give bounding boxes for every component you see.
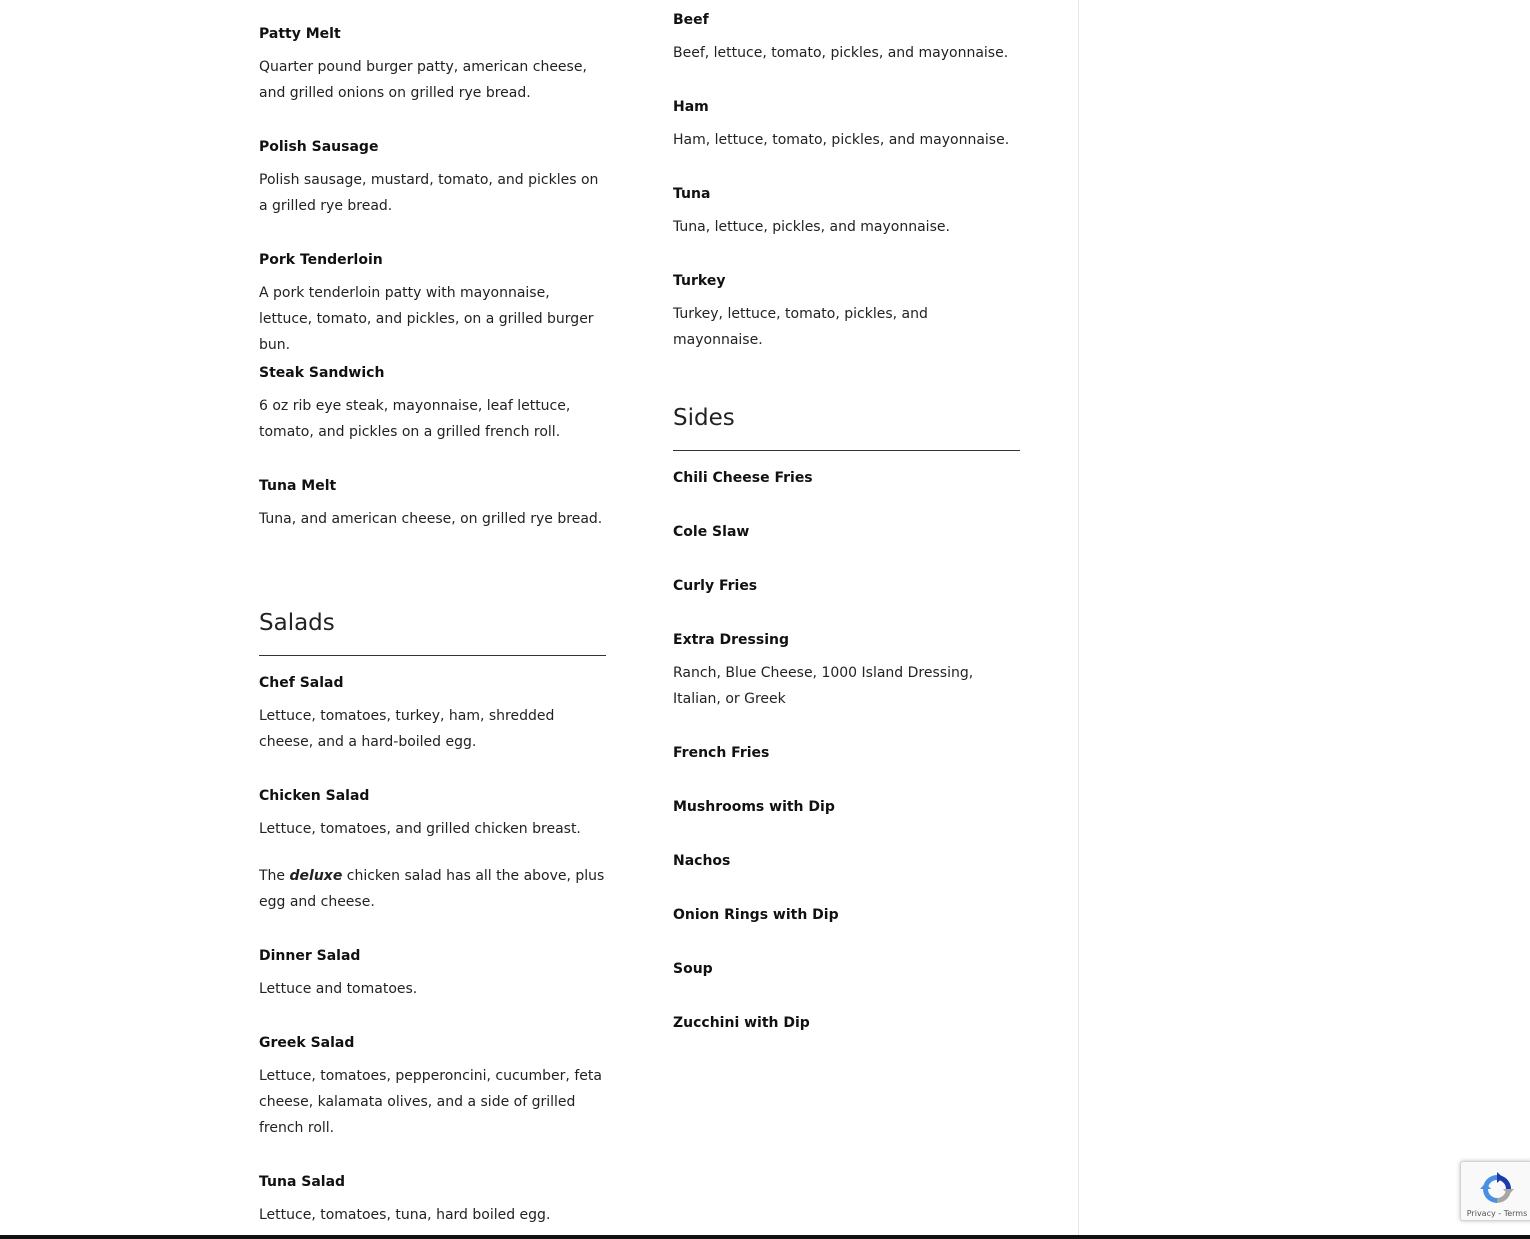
menu-item-title: Mushrooms with Dip bbox=[673, 799, 835, 815]
menu-item-title: Steak Sandwich bbox=[259, 365, 385, 381]
menu-item-description: 6 oz rib eye steak, mayonnaise, leaf lettuce, tomato, and pickles on a grilled french roll. bbox=[259, 398, 571, 440]
menu-item-description: Turkey, lettuce, tomato, pickles, and mayonnaise. bbox=[673, 306, 928, 348]
recaptcha-logo-icon bbox=[1480, 1172, 1514, 1206]
menu-item-title: Turkey bbox=[673, 273, 726, 289]
menu-item-description: Lettuce, tomatoes, tuna, hard boiled egg. bbox=[259, 1207, 551, 1223]
menu-item-description: Quarter pound burger patty, american cheese, and grilled onions on grilled rye bread. bbox=[259, 59, 587, 101]
menu-item-description: Lettuce, tomatoes, pepperoncini, cucumber, feta cheese, kalamata olives, and a side of grilled french roll. bbox=[259, 1068, 602, 1136]
section-divider bbox=[259, 655, 606, 656]
menu-item-title: Polish Sausage bbox=[259, 139, 379, 155]
menu-item-title: Chicken Salad bbox=[259, 788, 370, 804]
menu-item-title: Tuna bbox=[673, 186, 711, 202]
section-divider bbox=[673, 450, 1020, 451]
menu-item-title: Chef Salad bbox=[259, 675, 344, 691]
menu-item-description: Lettuce, tomatoes, and grilled chicken breast. bbox=[259, 821, 581, 837]
menu-item-title: Patty Melt bbox=[259, 26, 341, 42]
menu-item-title: Nachos bbox=[673, 853, 731, 869]
recaptcha-privacy-terms-links[interactable]: Privacy - Terms bbox=[1466, 1209, 1528, 1218]
note-emphasis: deluxe bbox=[289, 868, 343, 884]
menu-item-description: Lettuce, tomatoes, turkey, ham, shredded cheese, and a hard-boiled egg. bbox=[259, 708, 555, 750]
menu-item-title: Onion Rings with Dip bbox=[673, 907, 839, 923]
menu-item-title: Ham bbox=[673, 99, 709, 115]
menu-item-description: Ranch, Blue Cheese, 1000 Island Dressing, Italian, or Greek bbox=[673, 665, 974, 707]
section-heading-sides: Sides bbox=[673, 405, 735, 431]
menu-item-description: Lettuce and tomatoes. bbox=[259, 981, 418, 997]
menu-item-title: Dinner Salad bbox=[259, 948, 361, 964]
menu-item-title: Beef bbox=[673, 12, 709, 28]
menu-item-title: Chili Cheese Fries bbox=[673, 470, 813, 486]
note-prefix: The bbox=[259, 868, 290, 884]
menu-item-description: A pork tenderloin patty with mayonnaise, lettuce, tomato, and pickles, on a grilled burger bun. bbox=[259, 285, 594, 353]
menu-item-description: Beef, lettuce, tomato, pickles, and mayonnaise. bbox=[673, 45, 1009, 61]
menu-item-title: Cole Slaw bbox=[673, 524, 750, 540]
section-heading-salads: Salads bbox=[259, 610, 335, 636]
menu-item-description: Polish sausage, mustard, tomato, and pickles on a grilled rye bread. bbox=[259, 172, 599, 214]
menu-item-title: French Fries bbox=[673, 745, 770, 761]
bottom-edge-bar bbox=[0, 1235, 1530, 1239]
recaptcha-badge[interactable] bbox=[1460, 1161, 1530, 1221]
menu-item-title: Tuna Melt bbox=[259, 478, 337, 494]
note-suffix: chicken salad has all the above, plus egg and cheese. bbox=[259, 868, 605, 910]
menu-item-description: Tuna, and american cheese, on grilled rye bread. bbox=[259, 511, 603, 527]
menu-item-description: Tuna, lettuce, pickles, and mayonnaise. bbox=[673, 219, 950, 235]
menu-item-title: Soup bbox=[673, 961, 713, 977]
menu-item-title: Greek Salad bbox=[259, 1035, 355, 1051]
menu-item-title: Pork Tenderloin bbox=[259, 252, 383, 268]
menu-item-title: Tuna Salad bbox=[259, 1174, 346, 1190]
menu-item-note bbox=[259, 863, 606, 915]
content-sidebar-divider bbox=[1078, 0, 1079, 1235]
menu-item-title: Curly Fries bbox=[673, 578, 758, 594]
menu-item-description: Ham, lettuce, tomato, pickles, and mayonnaise. bbox=[673, 132, 1010, 148]
menu-item-title: Extra Dressing bbox=[673, 632, 789, 648]
menu-item-title: Zucchini with Dip bbox=[673, 1015, 810, 1031]
